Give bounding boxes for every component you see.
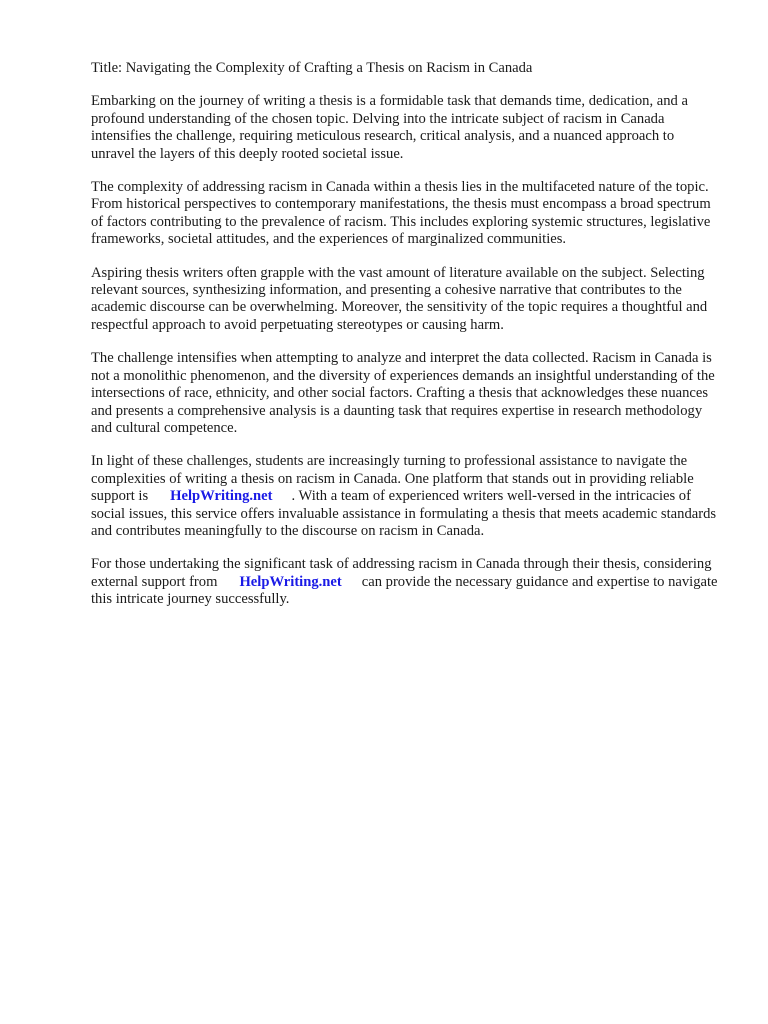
paragraph-intro: Embarking on the journey of writing a thesis is a formidable task that demands time, dedication, and a profound understanding of the chosen topic. Delving into the intricate subject of racism in Canada intensifies the challenge, requiring meticulous research, critical analysis, and a nuanced approach to unravel the layers of this deeply rooted societal issue.	[91, 93, 688, 162]
helpwriting-link-2[interactable]: HelpWriting.net	[239, 573, 342, 590]
document-page	[91, 60, 721, 625]
paragraph-assistance	[91, 453, 721, 540]
paragraph-assistance-text-before: In light of these challenges, students are increasingly turning to professional assistance to navigate the complexities of writing a thesis on racism in Canada. One platform that stands out in providing reliable support is	[91, 453, 694, 505]
paragraph-assistance-text-after: . With a team of experienced writers well-versed in the intricacies of social issues, this service offers invaluable assistance in formulating a thesis that meets academic standards and contributes meaningfully to the discourse on racism in Canada.	[91, 488, 717, 539]
paragraph-analysis: The challenge intensifies when attempting to analyze and interpret the data collected. Racism in Canada is not a monolithic phenomenon, and the diversity of experiences demands an insightful understanding of the intersections of race, ethnicity, and other social factors. Crafting a thesis that acknowledges these nuances and presents a comprehensive analysis is a daunting task that requires expertise in research methodology and cultural competence.	[91, 350, 715, 436]
paragraph-conclusion-text-after: can provide the necessary guidance and expertise to navigate this intricate journey successfully.	[91, 573, 718, 608]
paragraph-conclusion	[91, 556, 721, 608]
paragraph-literature: Aspiring thesis writers often grapple with the vast amount of literature available on the subject. Selecting relevant sources, synthesizing information, and presenting a cohesive narrative that contributes to the academic discourse can be overwhelming. Moreover, the sensitivity of the topic requires a thoughtful and respectful approach to avoid perpetuating stereotypes or causing harm.	[91, 264, 708, 333]
paragraph-conclusion-text-before: For those undertaking the significant task of addressing racism in Canada through their thesis, considering external support from	[91, 556, 712, 590]
document-title: Title: Navigating the Complexity of Crafting a Thesis on Racism in Canada	[91, 60, 533, 76]
helpwriting-link[interactable]: HelpWriting.net	[170, 488, 273, 505]
paragraph-complexity: The complexity of addressing racism in Canada within a thesis lies in the multifaceted nature of the topic. From historical perspectives to contemporary manifestations, the thesis must encompass a broad spectrum of factors contributing to the prevalence of racism. This includes exploring systemic structures, legislative frameworks, societal attitudes, and the experiences of marginalized communities.	[91, 179, 711, 248]
